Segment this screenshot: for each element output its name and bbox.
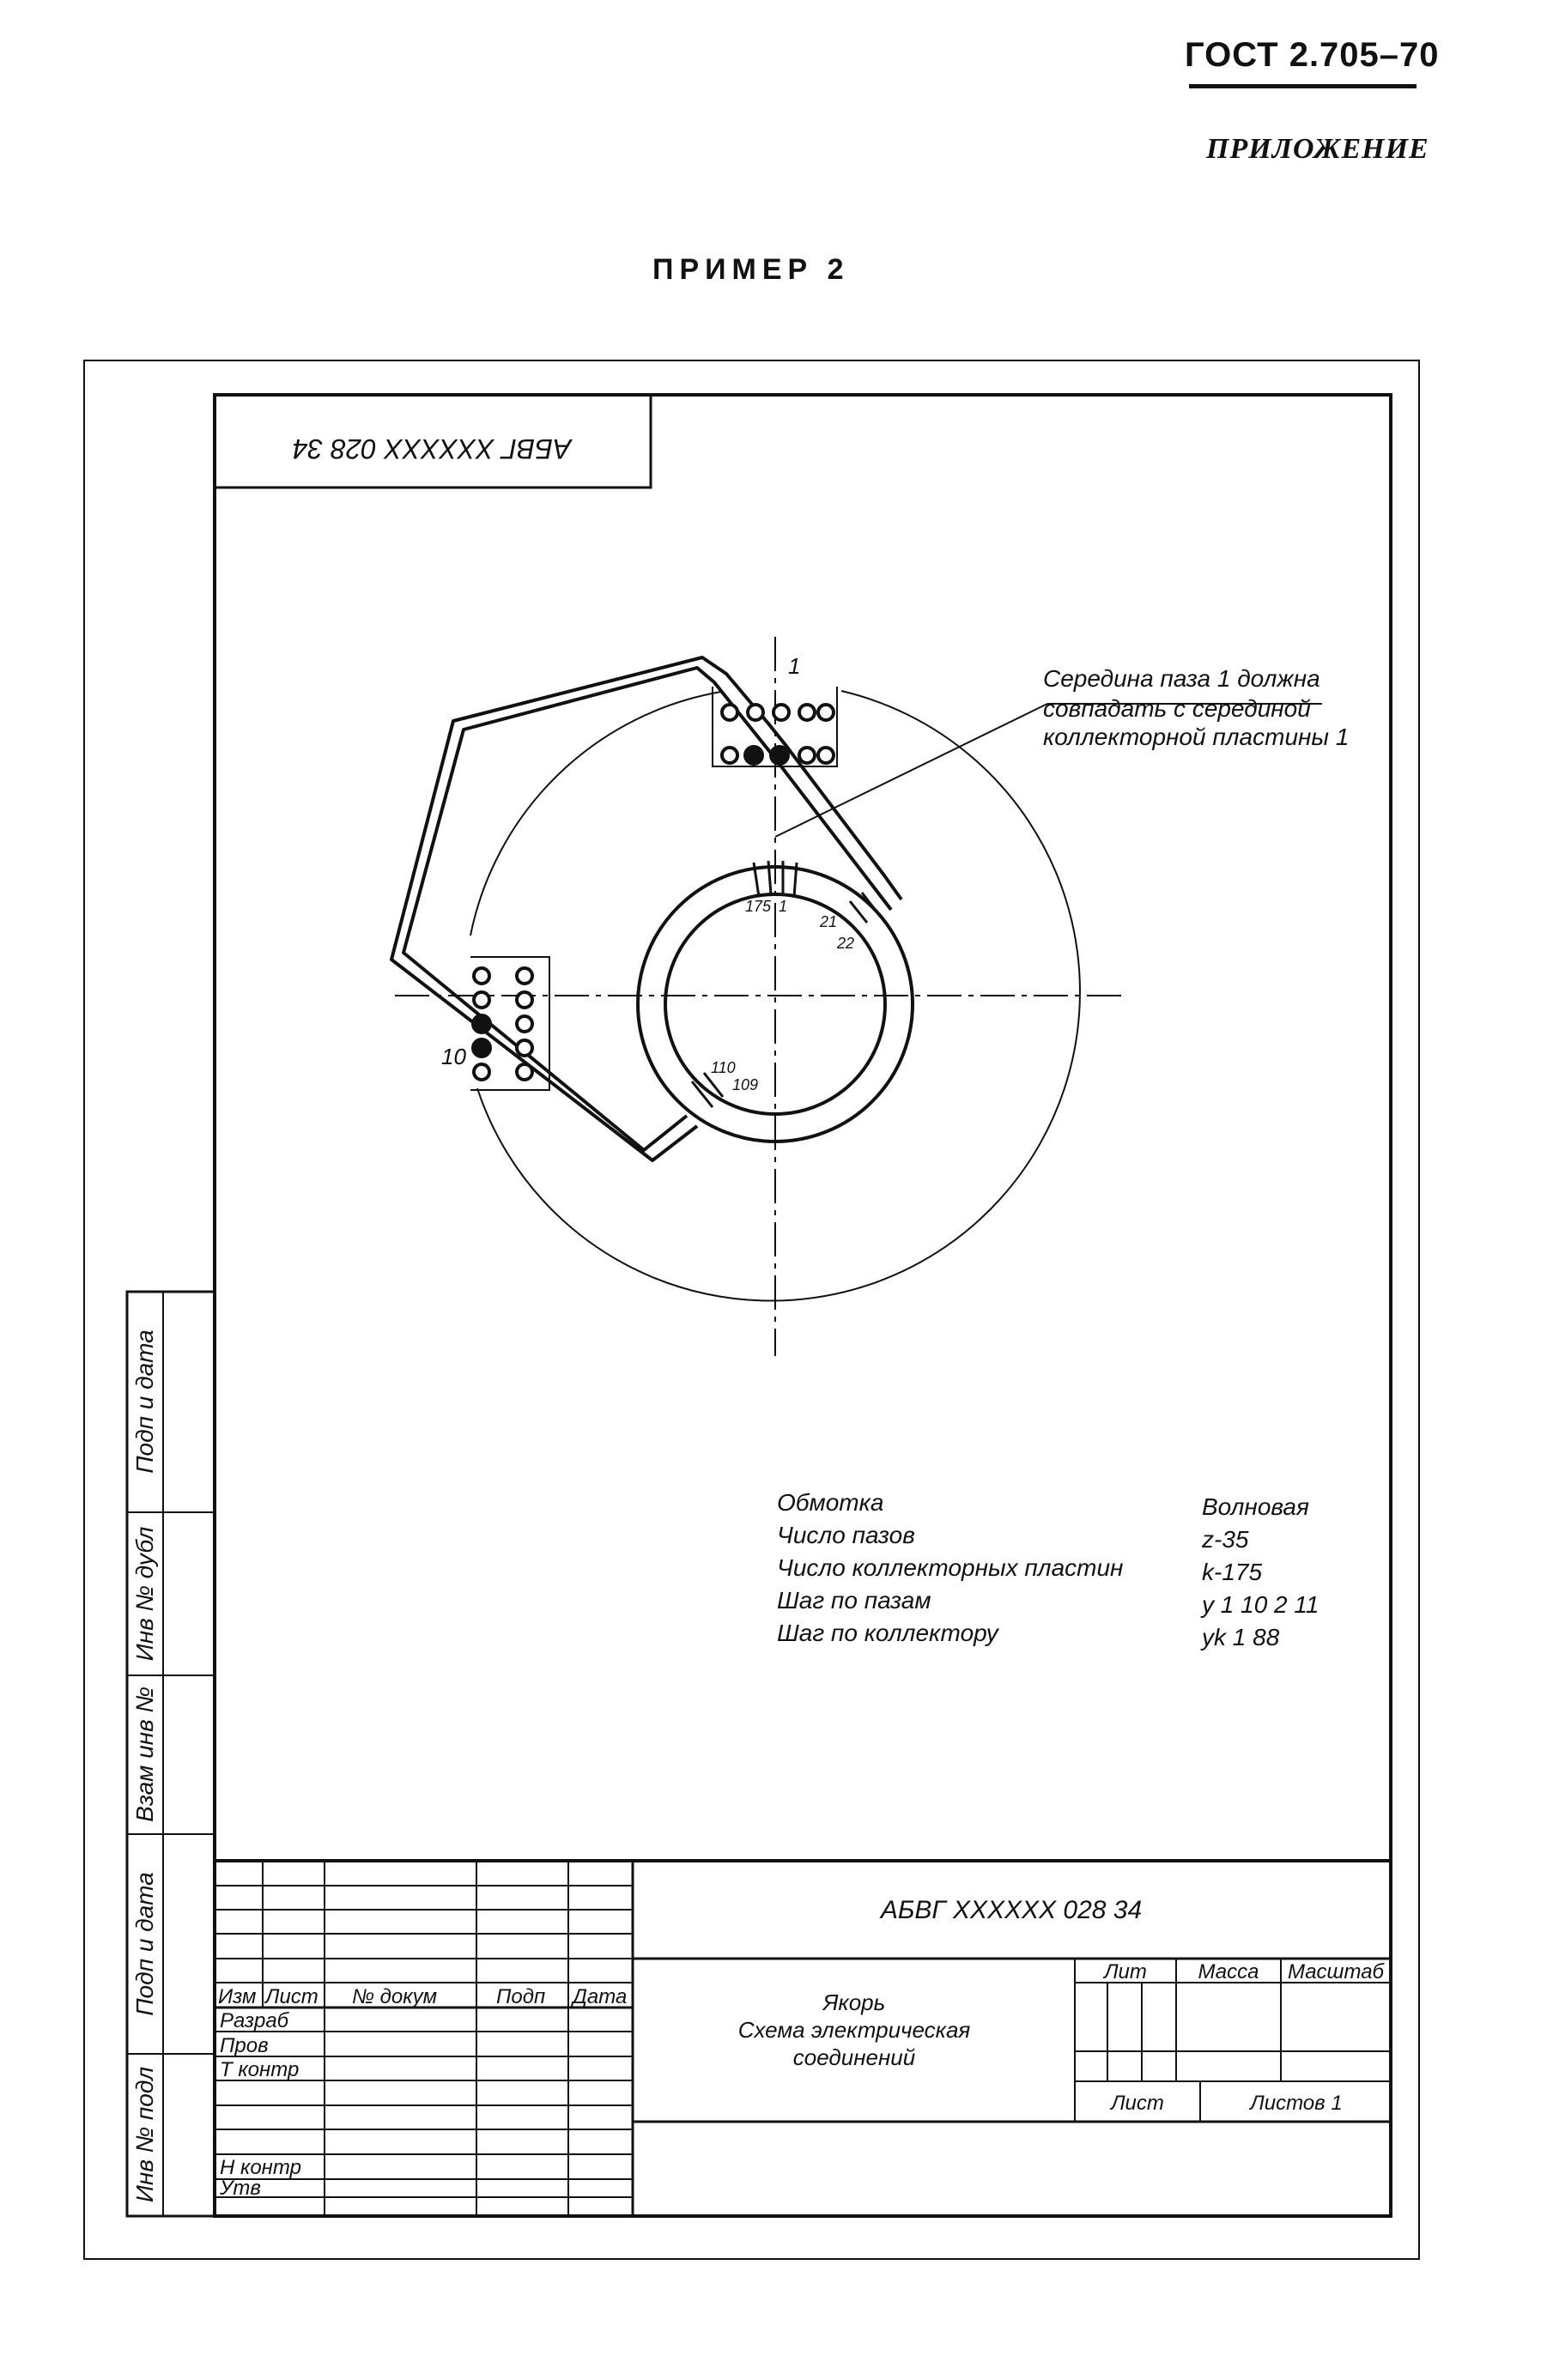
product-title [738, 1989, 971, 2070]
svg-text:Волновая: Волновая [1202, 1493, 1309, 1520]
centerlines [395, 637, 1125, 1356]
svg-text:Лист: Лист [265, 1985, 318, 2008]
svg-text:Обмотка: Обмотка [777, 1489, 884, 1516]
comm-label-110: 110 [711, 1059, 736, 1076]
comm-label-175: 175 [745, 898, 772, 915]
top-stamp-text: АБВГ ХХХХХХ 028 34 [292, 433, 572, 464]
svg-text:Масштаб: Масштаб [1287, 1960, 1385, 1983]
svg-text:Подп: Подп [496, 1985, 546, 2008]
svg-text:Изм: Изм [218, 1985, 257, 2008]
svg-text:Схема электрическая: Схема электрическая [737, 2017, 971, 2043]
svg-text:Т контр: Т контр [220, 2058, 300, 2081]
svg-text:Якорь: Якорь [822, 1989, 886, 2015]
note-line-3: коллекторной пластины 1 [1043, 724, 1350, 750]
svg-text:Лит: Лит [1104, 1960, 1147, 1983]
comm-label-22: 22 [837, 935, 855, 952]
side-label-orig-inv: Инв № подл [131, 2066, 158, 2203]
side-label-replace-inv: Взам инв № [131, 1687, 158, 1822]
svg-text:Шаг по пазам: Шаг по пазам [777, 1587, 931, 1614]
winding-specs [777, 1489, 1319, 1650]
title-headers [218, 1985, 627, 2008]
svg-text:Масса: Масса [1198, 1960, 1259, 1983]
svg-text:Пров: Пров [220, 2034, 269, 2057]
svg-text:y 1 10 2 11: y 1 10 2 11 [1202, 1591, 1319, 1618]
comm-label-21: 21 [820, 913, 838, 930]
svg-text:Дата: Дата [573, 1985, 628, 2008]
svg-text:Число коллекторных пластин: Число коллекторных пластин [777, 1554, 1124, 1581]
winding-conductor [391, 657, 901, 1160]
active-conductors [471, 745, 790, 1058]
appendix-label: ПРИЛОЖЕНИЕ [1206, 133, 1429, 165]
svg-text:соединений: соединений [792, 2044, 916, 2070]
svg-text:Утв: Утв [220, 2177, 261, 2200]
example-title: ПРИМЕР 2 [652, 253, 850, 286]
designation: АБВГ ХХХХХХ 028 34 [880, 1896, 1143, 1924]
svg-text:Листов 1: Листов 1 [1250, 2092, 1343, 2115]
comm-label-1: 1 [779, 898, 788, 915]
svg-text:№ докум: № докум [352, 1985, 438, 2008]
svg-text:Число пазов: Число пазов [777, 1522, 915, 1548]
slot-1-label: 1 [788, 653, 801, 679]
comm-label-109: 109 [732, 1076, 759, 1093]
svg-text:Разраб: Разраб [220, 2009, 289, 2032]
standard-number: ГОСТ 2.705–70 [1185, 36, 1440, 74]
svg-text:Лист: Лист [1111, 2092, 1164, 2115]
svg-text:yk 1 88: yk 1 88 [1202, 1624, 1280, 1650]
svg-text:k-175: k-175 [1202, 1559, 1263, 1585]
side-label-sign-date-2: Подп и дата [131, 1872, 158, 2016]
svg-text:Н контр: Н контр [220, 2156, 301, 2179]
side-label-dup-inv: Инв № дубл [131, 1526, 158, 1662]
note-line-2: совпадать с серединой [1043, 695, 1311, 722]
svg-text:z-35: z-35 [1202, 1526, 1249, 1553]
slot-10-label: 10 [441, 1044, 466, 1069]
note-line-1: Середина паза 1 должна [1043, 665, 1320, 692]
svg-text:Шаг по коллектору: Шаг по коллектору [777, 1620, 998, 1646]
side-label-sign-date-1: Подп и дата [131, 1329, 158, 1474]
